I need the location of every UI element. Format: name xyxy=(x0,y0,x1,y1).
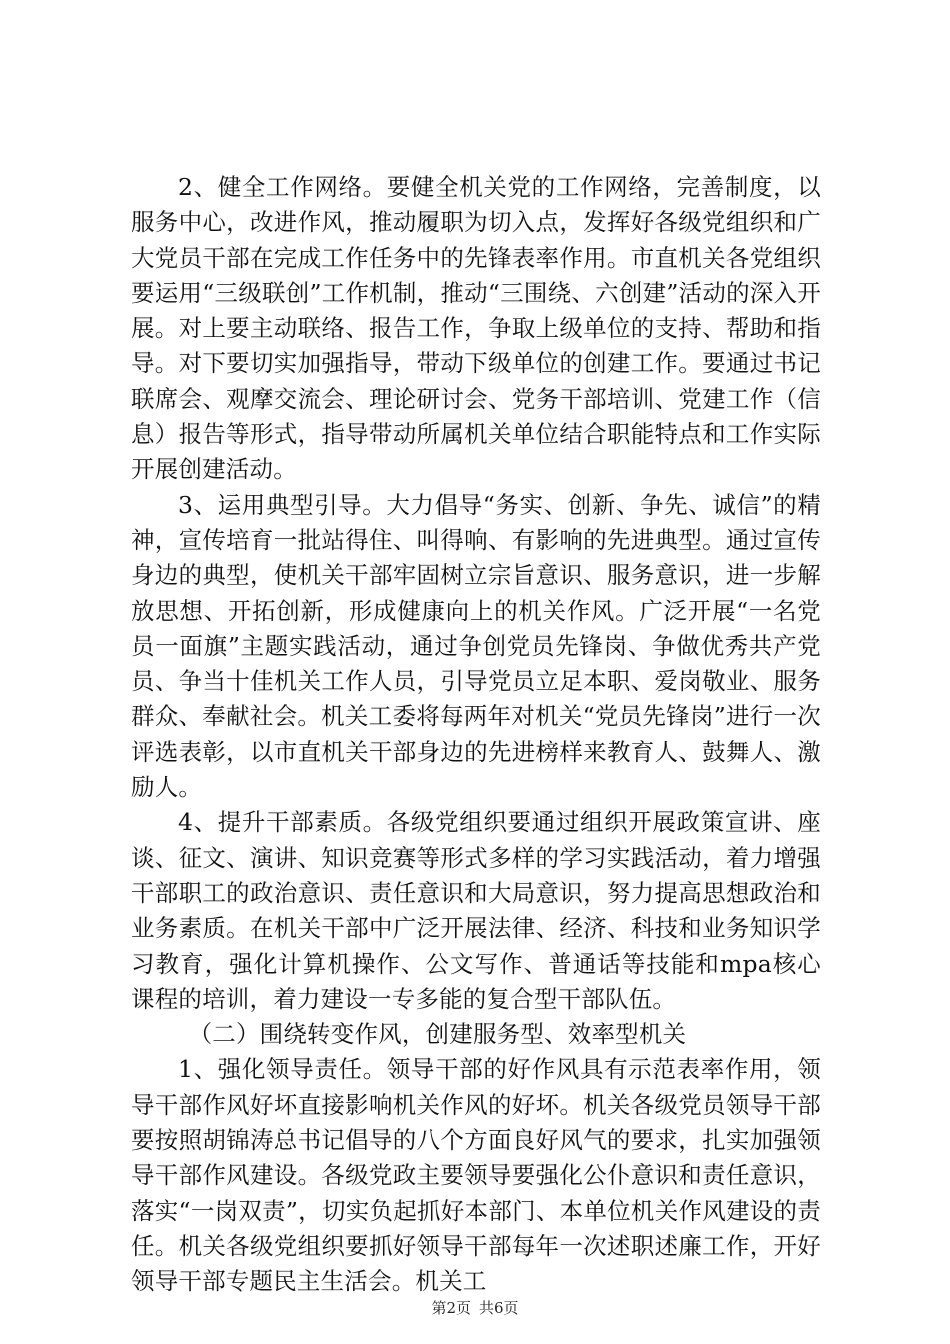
document-body xyxy=(131,170,821,1300)
paragraph-typical-guidance: 3、运用典型引导。大力倡导“务实、创新、争先、诚信”的精神，宣传培育一批站得住、叫得响、有影响的先进典型。通过宣传身边的典型，使机关干部牢固树立宗旨意识、服务意识，进一步解放思想、开拓创新，形成健康向上的机关作风。广泛开展“一名党员一面旗”主题实践活动，通过争创党员先锋岗、争做优秀共产党员、争当十佳机关工作人员，引导党员立足本职、爱岗敬业、服务群众、奉献社会。机关工委将每两年对机关“党员先锋岗”进行一次评选表彰，以市直机关干部身边的先进榜样来教育人、鼓舞人、激励人。 xyxy=(131,490,821,802)
paragraph-cadre-quality: 4、提升干部素质。各级党组织要通过组织开展政策宣讲、座谈、征文、演讲、知识竞赛等形式多样的学习实践活动，着力增强干部职工的政治意识、责任意识和大局意识，努力提高思想政治和业务素质。在机关干部中广泛开展法律、经济、科技和业务知识学习教育，强化计算机操作、公文写作、普通话等技能和mpa核心课程的培训，着力建设一专多能的复合型干部队伍。 xyxy=(131,808,821,1013)
page-number: 第2页 xyxy=(431,1299,471,1317)
paragraph-leadership-responsibility: 1、强化领导责任。领导干部的好作风具有示范表率作用，领导干部作风好坏直接影响机关作风的好坏。机关各级党员领导干部要按照胡锦涛总书记倡导的八个方面良好风气的要求，扎实加强领导干部作风建设。各级党政主要领导要强化公仆意识和责任意识，落实“一岗双责”，切实负起抓好本部门、本单位机关作风建设的责任。机关各级党组织要抓好领导干部每年一次述职述廉工作，开好领导干部专题民主生活会。机关工 xyxy=(131,1055,821,1296)
paragraph-improve-work-network: 2、健全工作网络。要健全机关党的工作网络，完善制度，以服务中心，改进作风，推动履职为切入点，发挥好各级党组织和广大党员干部在完成工作任务中的先锋表率作用。市直机关各党组织要运用“三级联创”工作机制，推动“三围绕、六创建”活动的深入开展。对上要主动联络、报告工作，争取上级单位的支持、帮助和指导。对下要切实加强指导，带动下级单位的创建工作。要通过书记联席会、观摩交流会、理论研讨会、党务干部培训、党建工作（信息）报告等形式，指导带动所属机关单位结合职能特点和工作实际开展创建活动。 xyxy=(131,173,821,484)
section-heading: （二）围绕转变作风，创建服务型、效率型机关 xyxy=(188,1020,687,1049)
total-pages: 共6页 xyxy=(479,1299,519,1317)
page-footer xyxy=(0,1298,950,1318)
